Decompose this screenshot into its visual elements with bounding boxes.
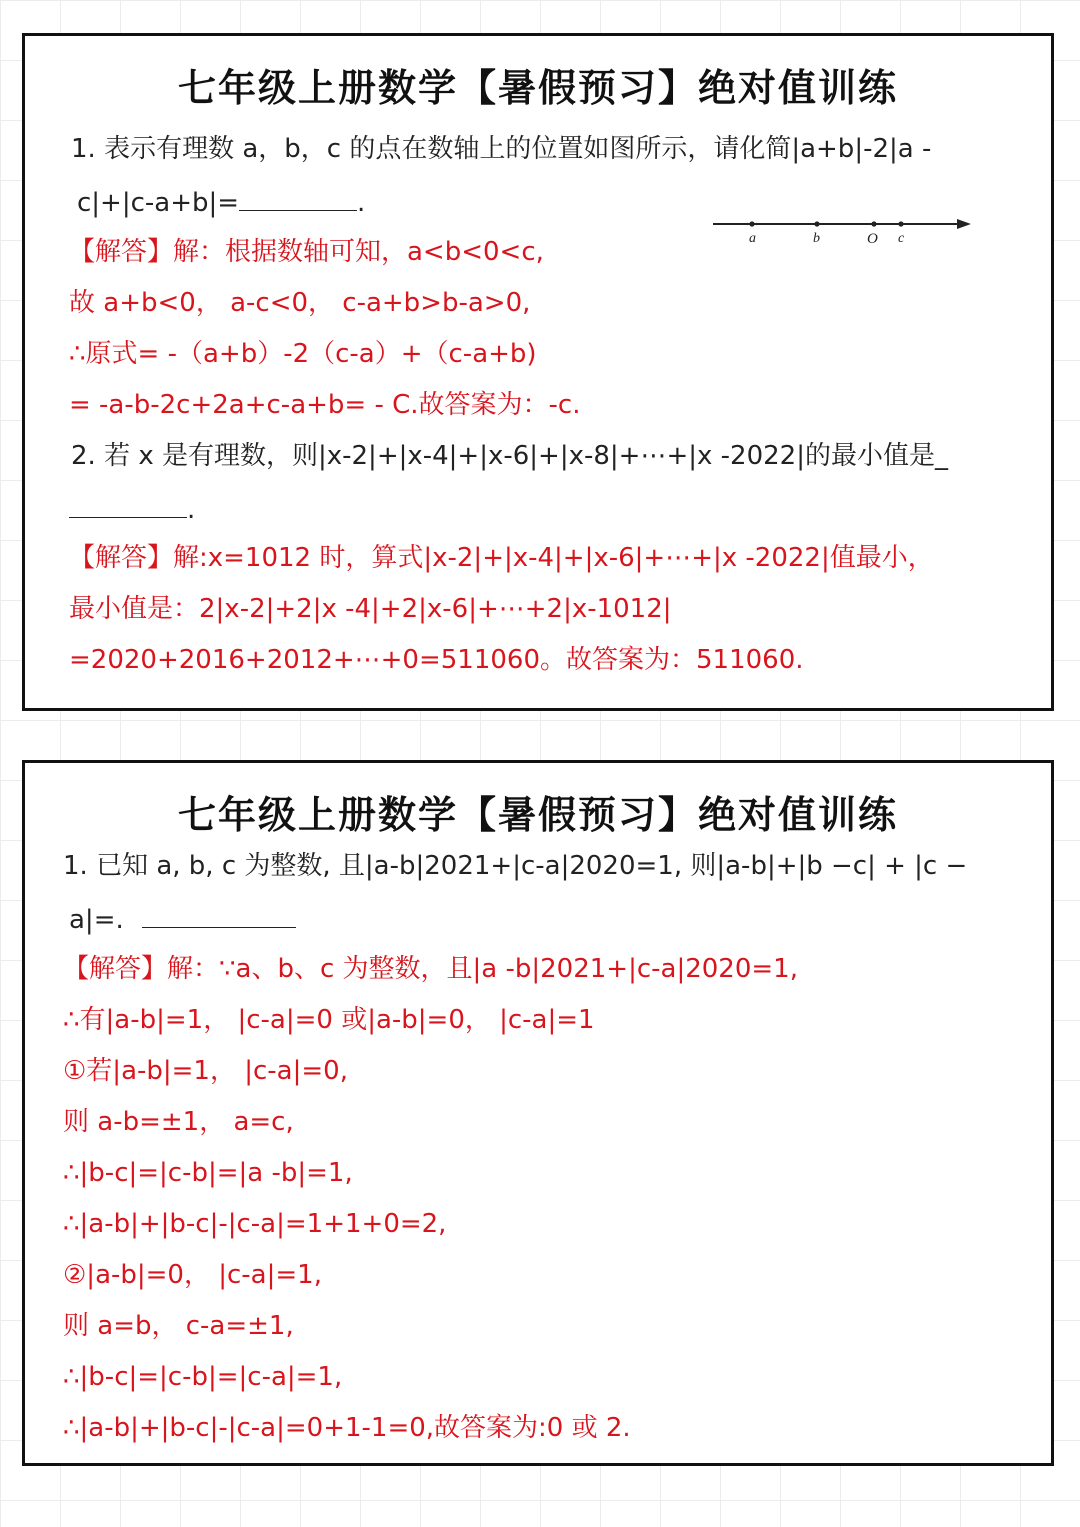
question-1-line-2 xyxy=(69,901,296,937)
answer-1-line-2: 故 a+b<0， a-c<0， c-a+b>b-a>0, xyxy=(69,288,531,318)
question-1-line-1: 1. 表示有理数 a，b，c 的点在数轴上的位置如图所示，请化简|a+b|-2|a - xyxy=(71,134,932,164)
problem-card-2 xyxy=(22,760,1054,1466)
answer-2-line-1: 【解答】解:x=1012 时，算式|x-2|+|x-4|+|x-6|+⋯+|x -2022|值最小， xyxy=(69,543,934,573)
answer-line-7: ②|a-b|=0， |c-a|=1, xyxy=(63,1260,322,1290)
label-c: c xyxy=(898,231,905,246)
question-1-expression: a|=. xyxy=(69,905,124,935)
answer-line-4: 则 a-b=±1， a=c, xyxy=(63,1107,294,1137)
answer-blank xyxy=(69,491,187,518)
answer-line-2: ∴有|a-b|=1， |c-a|=0 或|a-b|=0， |c-a|=1 xyxy=(63,1005,595,1035)
question-1-line-1: 1. 已知 a, b, c 为整数, 且|a-b|2021+|c-a|2020=1, 则|a-b|+|b −c| + |c − xyxy=(63,851,968,881)
point-a xyxy=(749,221,754,226)
answer-line-3: ①若|a-b|=1， |c-a|=0, xyxy=(63,1056,348,1086)
answer-line-8: 则 a=b， c-a=±1, xyxy=(63,1311,294,1341)
point-c xyxy=(898,221,903,226)
question-1-period: . xyxy=(357,188,366,218)
answer-line-10: ∴|a-b|+|b-c|-|c-a|=0+1-1=0,故答案为:0 或 2. xyxy=(63,1413,631,1443)
answer-1-line-1: 【解答】解：根据数轴可知，a<b<0<c, xyxy=(69,237,544,267)
number-line-arrow xyxy=(957,219,971,229)
answer-line-1: 【解答】解：∵a、b、c 为整数，且|a -b|2021+|c-a|2020=1, xyxy=(63,954,798,984)
answer-2-line-2: 最小值是：2|x-2|+2|x -4|+2|x-6|+⋯+2|x-1012| xyxy=(69,594,672,624)
answer-line-5: ∴|b-c|=|c-b|=|a -b|=1, xyxy=(63,1158,353,1188)
card-title: 七年级上册数学【暑假预习】绝对值训练 xyxy=(177,793,898,837)
problem-card-1 xyxy=(22,33,1054,711)
answer-2-line-3: =2020+2016+2012+⋯+0=511060。故答案为：511060. xyxy=(69,645,804,675)
question-2-line-1: 2. 若 x 是有理数，则|x-2|+|x-4|+|x-6|+|x-8|+⋯+|x -2022|的最小值是_ xyxy=(71,441,948,471)
card-title: 七年级上册数学【暑假预习】绝对值训练 xyxy=(177,66,898,110)
question-1-line-2 xyxy=(77,184,365,220)
question-1-expression: c|+|c-a+b|= xyxy=(77,188,240,218)
answer-blank xyxy=(239,184,357,211)
answer-blank xyxy=(142,901,296,928)
answer-1-line-3: ∴原式= -（a+b）-2（c-a）+（c-a+b) xyxy=(69,339,537,369)
question-2-line-2 xyxy=(69,491,195,527)
answer-1-line-4: = -a-b-2c+2a+c-a+b= - C.故答案为：-c. xyxy=(69,390,581,420)
label-o: O xyxy=(867,231,878,247)
label-b: b xyxy=(813,231,820,246)
label-a: a xyxy=(749,231,756,246)
answer-line-9: ∴|b-c|=|c-b|=|c-a|=1, xyxy=(63,1362,343,1392)
answer-line-6: ∴|a-b|+|b-c|-|c-a|=1+1+0=2, xyxy=(63,1209,447,1239)
number-line xyxy=(709,210,979,250)
question-2-period: . xyxy=(187,495,196,525)
point-o xyxy=(871,221,876,226)
point-b xyxy=(814,221,819,226)
